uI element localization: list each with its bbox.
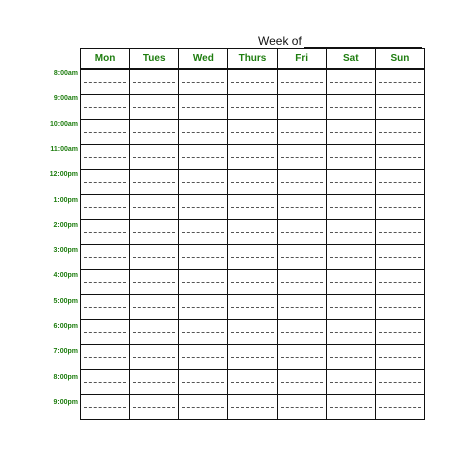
half-hour-divider — [231, 157, 273, 158]
schedule-cell[interactable] — [326, 245, 375, 270]
half-hour-divider — [182, 132, 224, 133]
schedule-cell[interactable] — [130, 195, 179, 220]
half-hour-divider — [281, 382, 323, 383]
day-header-sat: Sat — [326, 49, 375, 70]
day-header-fri: Fri — [277, 49, 326, 70]
day-header-thurs: Thurs — [228, 49, 277, 70]
schedule-cell[interactable] — [228, 295, 277, 320]
schedule-cell[interactable] — [277, 345, 326, 370]
schedule-cell[interactable] — [179, 295, 228, 320]
time-slot-row — [81, 395, 425, 420]
schedule-cell[interactable] — [81, 170, 130, 195]
half-hour-divider — [330, 182, 372, 183]
time-label: 4:00pm — [53, 272, 78, 280]
schedule-cell[interactable] — [81, 120, 130, 145]
half-hour-divider — [182, 382, 224, 383]
half-hour-divider — [182, 182, 224, 183]
half-hour-divider — [182, 407, 224, 408]
schedule-cell[interactable] — [375, 220, 424, 245]
schedule-cell[interactable] — [179, 120, 228, 145]
schedule-cell[interactable] — [326, 120, 375, 145]
schedule-cell[interactable] — [375, 170, 424, 195]
schedule-cell[interactable] — [228, 320, 277, 345]
schedule-cell[interactable] — [277, 370, 326, 395]
half-hour-divider — [84, 232, 126, 233]
time-slot-row — [81, 270, 425, 295]
schedule-cell[interactable] — [130, 120, 179, 145]
half-hour-divider — [84, 157, 126, 158]
half-hour-divider — [379, 107, 421, 108]
half-hour-divider — [84, 382, 126, 383]
half-hour-divider — [133, 307, 175, 308]
half-hour-divider — [281, 257, 323, 258]
schedule-cell[interactable] — [228, 370, 277, 395]
schedule-cell[interactable] — [130, 295, 179, 320]
half-hour-divider — [133, 132, 175, 133]
schedule-cell[interactable] — [179, 345, 228, 370]
time-label: 6:00pm — [53, 323, 78, 330]
schedule-cell[interactable] — [277, 69, 326, 95]
time-slot-row — [81, 220, 425, 245]
half-hour-divider — [330, 157, 372, 158]
half-hour-divider — [379, 132, 421, 133]
schedule-cell[interactable] — [130, 345, 179, 370]
half-hour-divider — [281, 407, 323, 408]
half-hour-divider — [330, 82, 372, 83]
schedule-cell[interactable] — [228, 145, 277, 170]
half-hour-divider — [182, 332, 224, 333]
half-hour-divider — [133, 332, 175, 333]
half-hour-divider — [379, 382, 421, 383]
half-hour-divider — [281, 307, 323, 308]
half-hour-divider — [330, 382, 372, 383]
half-hour-divider — [379, 232, 421, 233]
time-slot-row — [81, 245, 425, 270]
schedule-cell[interactable] — [228, 170, 277, 195]
half-hour-divider — [379, 182, 421, 183]
half-hour-divider — [379, 282, 421, 283]
half-hour-divider — [231, 232, 273, 233]
schedule-cell[interactable] — [81, 270, 130, 295]
half-hour-divider — [281, 182, 323, 183]
day-header-tues: Tues — [130, 49, 179, 70]
schedule-cell[interactable] — [326, 320, 375, 345]
half-hour-divider — [330, 332, 372, 333]
time-slot-row — [81, 69, 425, 95]
schedule-cell[interactable] — [130, 170, 179, 195]
half-hour-divider — [133, 282, 175, 283]
schedule-cell[interactable] — [277, 195, 326, 220]
schedule-cell[interactable] — [277, 145, 326, 170]
half-hour-divider — [84, 257, 126, 258]
half-hour-divider — [182, 207, 224, 208]
schedule-cell[interactable] — [179, 320, 228, 345]
time-slot-row — [81, 170, 425, 195]
half-hour-divider — [281, 107, 323, 108]
half-hour-divider — [281, 332, 323, 333]
half-hour-divider — [182, 307, 224, 308]
half-hour-divider — [379, 82, 421, 83]
schedule-cell[interactable] — [130, 220, 179, 245]
schedule-cell[interactable] — [81, 395, 130, 420]
schedule-cell[interactable] — [277, 270, 326, 295]
schedule-cell[interactable] — [326, 95, 375, 120]
schedule-cell[interactable] — [228, 245, 277, 270]
day-header-mon: Mon — [81, 49, 130, 70]
schedule-cell[interactable] — [179, 170, 228, 195]
half-hour-divider — [133, 82, 175, 83]
schedule-cell[interactable] — [326, 295, 375, 320]
schedule-cell[interactable] — [277, 120, 326, 145]
schedule-cell[interactable] — [326, 270, 375, 295]
schedule-cell[interactable] — [375, 320, 424, 345]
schedule-cell[interactable] — [277, 295, 326, 320]
half-hour-divider — [84, 307, 126, 308]
schedule-cell[interactable] — [130, 95, 179, 120]
schedule-cell[interactable] — [277, 170, 326, 195]
half-hour-divider — [231, 382, 273, 383]
half-hour-divider — [231, 257, 273, 258]
schedule-cell[interactable] — [81, 145, 130, 170]
schedule-cell[interactable] — [326, 220, 375, 245]
time-label: 2:00pm — [53, 221, 78, 229]
half-hour-divider — [133, 357, 175, 358]
schedule-cell[interactable] — [179, 220, 228, 245]
schedule-cell[interactable] — [81, 370, 130, 395]
half-hour-divider — [84, 82, 126, 83]
half-hour-divider — [133, 407, 175, 408]
half-hour-divider — [84, 207, 126, 208]
half-hour-divider — [379, 207, 421, 208]
schedule-cell[interactable] — [326, 195, 375, 220]
time-label: 7:00pm — [53, 348, 78, 356]
half-hour-divider — [330, 107, 372, 108]
half-hour-divider — [182, 282, 224, 283]
schedule-cell[interactable] — [228, 95, 277, 120]
week-of-label: Week of — [258, 34, 302, 48]
schedule-cell[interactable] — [228, 120, 277, 145]
half-hour-divider — [133, 207, 175, 208]
half-hour-divider — [133, 107, 175, 108]
schedule-cell[interactable] — [130, 320, 179, 345]
half-hour-divider — [182, 82, 224, 83]
schedule-body — [81, 69, 425, 420]
half-hour-divider — [330, 257, 372, 258]
half-hour-divider — [84, 107, 126, 108]
schedule-cell[interactable] — [130, 395, 179, 420]
half-hour-divider — [231, 207, 273, 208]
schedule-cell[interactable] — [130, 270, 179, 295]
schedule-cell[interactable] — [179, 270, 228, 295]
half-hour-divider — [281, 232, 323, 233]
time-slot-row — [81, 120, 425, 145]
schedule-cell[interactable] — [375, 345, 424, 370]
schedule-cell[interactable] — [179, 395, 228, 420]
half-hour-divider — [281, 357, 323, 358]
schedule-cell[interactable] — [228, 195, 277, 220]
time-label: 8:00am — [53, 70, 78, 77]
half-hour-divider — [231, 132, 273, 133]
schedule-cell[interactable] — [81, 245, 130, 270]
schedule-cell[interactable] — [326, 345, 375, 370]
time-label: 11:00am — [50, 145, 78, 153]
half-hour-divider — [133, 382, 175, 383]
week-of-blank-line[interactable] — [304, 36, 422, 48]
time-label: 9:00am — [53, 95, 78, 103]
time-label: 5:00pm — [53, 297, 78, 305]
schedule-cell[interactable] — [81, 345, 130, 370]
week-of-field — [258, 34, 422, 48]
schedule-cell[interactable] — [130, 145, 179, 170]
half-hour-divider — [379, 332, 421, 333]
schedule-cell[interactable] — [81, 95, 130, 120]
half-hour-divider — [182, 257, 224, 258]
half-hour-divider — [182, 232, 224, 233]
schedule-cell[interactable] — [81, 69, 130, 95]
time-slot-row — [81, 370, 425, 395]
schedule-cell[interactable] — [375, 270, 424, 295]
half-hour-divider — [231, 357, 273, 358]
half-hour-divider — [281, 282, 323, 283]
half-hour-divider — [231, 307, 273, 308]
time-slot-row — [81, 345, 425, 370]
half-hour-divider — [84, 182, 126, 183]
day-header-sun: Sun — [375, 49, 424, 70]
half-hour-divider — [84, 332, 126, 333]
half-hour-divider — [330, 357, 372, 358]
time-slot-row — [81, 145, 425, 170]
half-hour-divider — [281, 82, 323, 83]
half-hour-divider — [231, 407, 273, 408]
half-hour-divider — [330, 307, 372, 308]
schedule-cell[interactable] — [130, 69, 179, 95]
half-hour-divider — [379, 407, 421, 408]
schedule-cell[interactable] — [375, 370, 424, 395]
half-hour-divider — [231, 182, 273, 183]
time-label: 8:00pm — [53, 373, 78, 381]
half-hour-divider — [133, 157, 175, 158]
day-header-row — [81, 49, 425, 70]
half-hour-divider — [330, 282, 372, 283]
half-hour-divider — [231, 107, 273, 108]
schedule-cell[interactable] — [277, 245, 326, 270]
schedule-cell[interactable] — [277, 395, 326, 420]
half-hour-divider — [379, 357, 421, 358]
schedule-cell[interactable] — [81, 295, 130, 320]
half-hour-divider — [133, 232, 175, 233]
schedule-cell[interactable] — [81, 220, 130, 245]
half-hour-divider — [182, 157, 224, 158]
schedule-cell[interactable] — [130, 245, 179, 270]
half-hour-divider — [133, 257, 175, 258]
time-label: 9:00pm — [53, 398, 78, 406]
schedule-cell[interactable] — [179, 95, 228, 120]
schedule-cell[interactable] — [326, 145, 375, 170]
half-hour-divider — [231, 332, 273, 333]
time-slot-row — [81, 320, 425, 345]
time-slot-row — [81, 95, 425, 120]
schedule-cell[interactable] — [375, 245, 424, 270]
schedule-cell[interactable] — [326, 370, 375, 395]
schedule-cell[interactable] — [375, 145, 424, 170]
half-hour-divider — [330, 407, 372, 408]
half-hour-divider — [281, 132, 323, 133]
half-hour-divider — [379, 257, 421, 258]
schedule-cell[interactable] — [228, 345, 277, 370]
schedule-cell[interactable] — [375, 120, 424, 145]
schedule-cell[interactable] — [375, 95, 424, 120]
half-hour-divider — [330, 132, 372, 133]
half-hour-divider — [133, 182, 175, 183]
half-hour-divider — [182, 357, 224, 358]
schedule-cell[interactable] — [228, 270, 277, 295]
time-label: 1:00pm — [53, 196, 78, 204]
schedule-cell[interactable] — [375, 195, 424, 220]
schedule-cell[interactable] — [81, 195, 130, 220]
half-hour-divider — [330, 232, 372, 233]
schedule-cell[interactable] — [326, 69, 375, 95]
half-hour-divider — [379, 157, 421, 158]
schedule-cell[interactable] — [179, 145, 228, 170]
schedule-cell[interactable] — [277, 95, 326, 120]
schedule-cell[interactable] — [179, 195, 228, 220]
half-hour-divider — [84, 407, 126, 408]
time-slot-row — [81, 295, 425, 320]
half-hour-divider — [281, 207, 323, 208]
schedule-cell[interactable] — [277, 320, 326, 345]
half-hour-divider — [379, 307, 421, 308]
schedule-cell[interactable] — [179, 370, 228, 395]
schedule-cell[interactable] — [228, 220, 277, 245]
schedule-cell[interactable] — [326, 395, 375, 420]
half-hour-divider — [231, 82, 273, 83]
half-hour-divider — [84, 357, 126, 358]
schedule-cell[interactable] — [277, 220, 326, 245]
schedule-cell[interactable] — [326, 170, 375, 195]
weekly-schedule-grid — [80, 48, 425, 420]
time-label: 10:00am — [49, 120, 78, 128]
half-hour-divider — [182, 107, 224, 108]
schedule-cell[interactable] — [179, 69, 228, 95]
time-label: 3:00pm — [53, 247, 78, 255]
schedule-cell[interactable] — [228, 395, 277, 420]
half-hour-divider — [231, 282, 273, 283]
time-label: 12:00pm — [49, 171, 78, 179]
half-hour-divider — [84, 132, 126, 133]
schedule-cell[interactable] — [375, 295, 424, 320]
schedule-cell[interactable] — [375, 69, 424, 95]
half-hour-divider — [281, 157, 323, 158]
schedule-cell[interactable] — [130, 370, 179, 395]
time-slot-row — [81, 195, 425, 220]
day-header-wed: Wed — [179, 49, 228, 70]
schedule-cell[interactable] — [228, 69, 277, 95]
schedule-cell[interactable] — [81, 320, 130, 345]
half-hour-divider — [84, 282, 126, 283]
half-hour-divider — [330, 207, 372, 208]
schedule-cell[interactable] — [179, 245, 228, 270]
schedule-cell[interactable] — [375, 395, 424, 420]
